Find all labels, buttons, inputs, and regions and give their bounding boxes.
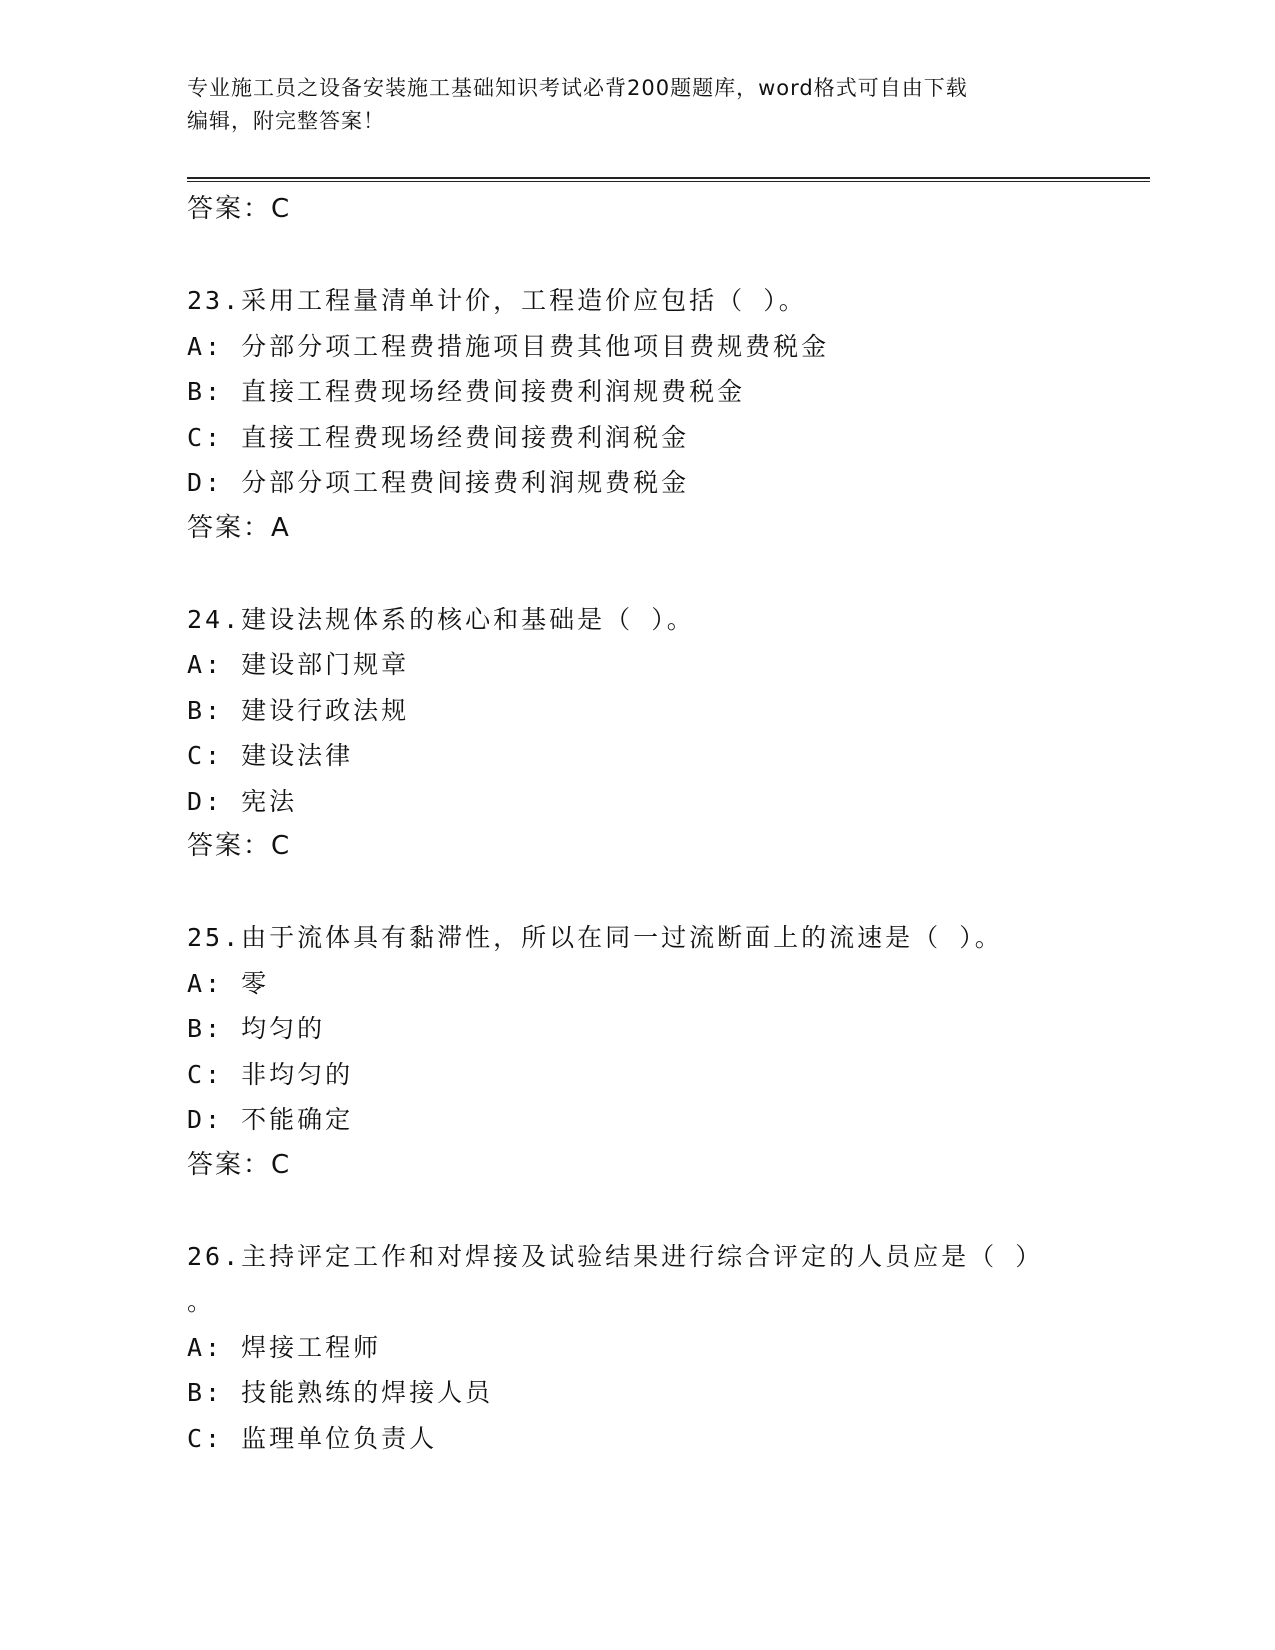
option-d: D: 宪法 [187, 786, 298, 816]
spacer [187, 1188, 1147, 1234]
option-a: A: 分部分项工程费措施项目费其他项目费规费税金 [187, 331, 830, 361]
option-c: C: 直接工程费现场经费间接费利润税金 [187, 422, 690, 452]
header-divider [187, 177, 1150, 182]
option-b: B: 技能熟练的焊接人员 [187, 1378, 494, 1407]
document-header [187, 72, 1067, 138]
option-b: B: 直接工程费现场经费间接费利润规费税金 [187, 377, 746, 406]
option-d: D: 分部分项工程费间接费利润规费税金 [187, 468, 690, 497]
option-b: B: 建设行政法规 [187, 695, 410, 725]
question-24 [187, 597, 1147, 870]
question-stem: 24.建设法规体系的核心和基础是（ ）。 [187, 604, 695, 634]
answer-23: 答案：A [187, 512, 291, 543]
option-c: C: 建设法律 [187, 741, 354, 770]
question-stem: 26.主持评定工作和对焊接及试验结果进行综合评定的人员应是（ ） [187, 1241, 1044, 1271]
question-list [187, 187, 1147, 1461]
question-26 [187, 1234, 1147, 1462]
answer-22: 答案：C [187, 194, 292, 224]
answer-25: 答案：C [187, 1149, 292, 1180]
option-a: A: 零 [187, 968, 270, 998]
spacer [187, 233, 1147, 279]
question-25 [187, 915, 1147, 1188]
header-line-2: 编辑，附完整答案！ [187, 109, 385, 133]
spacer [187, 870, 1147, 916]
header-line-1: 专业施工员之设备安装施工基础知识考试必背200题题库，word格式可自由下载 [187, 76, 968, 100]
question-stem-continuation: 。 [187, 1287, 216, 1316]
option-b: B: 均匀的 [187, 1014, 326, 1043]
answer-24: 答案：C [187, 831, 292, 861]
option-c: C: 非均匀的 [187, 1059, 354, 1089]
option-a: A: 建设部门规章 [187, 650, 410, 679]
spacer [187, 551, 1147, 597]
question-stem: 25.由于流体具有黏滞性，所以在同一过流断面上的流速是（ ）。 [187, 923, 1003, 952]
question-23 [187, 278, 1147, 551]
option-d: D: 不能确定 [187, 1105, 354, 1134]
option-a: A: 焊接工程师 [187, 1332, 382, 1362]
question-stem: 23.采用工程量清单计价，工程造价应包括（ ）。 [187, 286, 807, 315]
option-c: C: 监理单位负责人 [187, 1423, 438, 1453]
